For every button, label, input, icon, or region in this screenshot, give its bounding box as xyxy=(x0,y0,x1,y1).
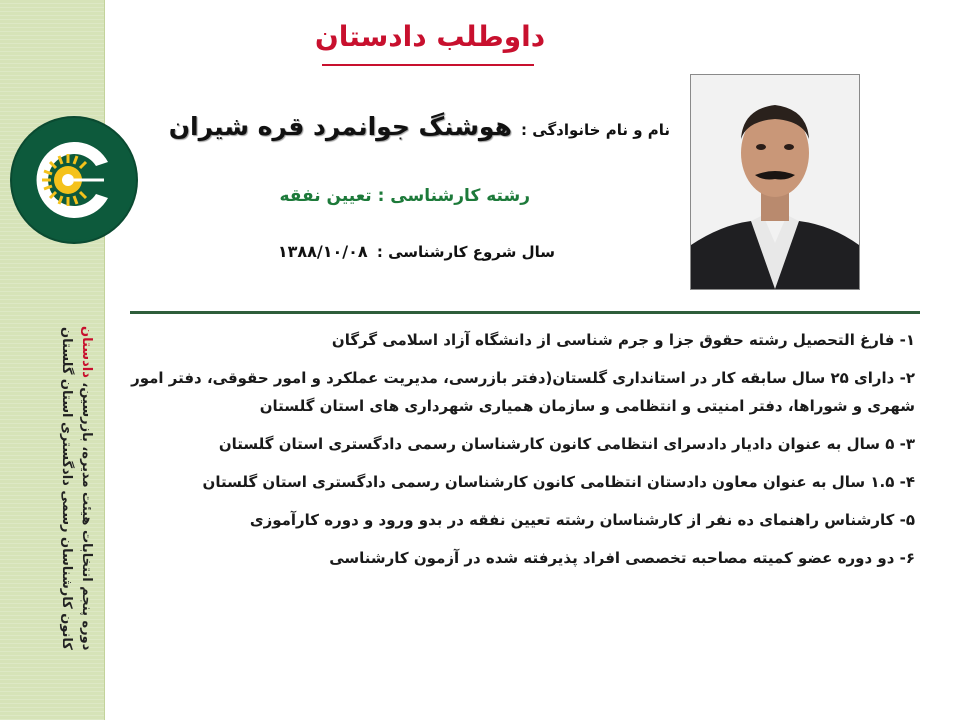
title-underline xyxy=(322,64,534,66)
list-item: ۵- کارشناس راهنمای ده نفر از کارشناسان رشته تعیین نفقه در بدو ورود و دوره کارآموزی xyxy=(249,511,915,529)
start-year-label: سال شروع کارشناسی : xyxy=(376,243,555,261)
sidebar-highlight: دادستان xyxy=(79,325,94,378)
list-item: ۱- فارغ التحصیل رشته حقوق جزا و جرم شناسی از دانشگاه آزاد اسلامی گرگان xyxy=(331,331,915,349)
sidebar-line2: کانون کارشناسان رسمی دادگستری استان گلستان xyxy=(59,327,74,650)
sidebar-line1: دوره پنجم انتخابات هیئت مدیره، بازرسین، دادستان xyxy=(79,325,94,650)
name-label: نام و نام خانوادگی : xyxy=(521,121,670,139)
list-item: ۶- دو دوره عضو کمیته مصاحبه تخصصی افراد پذیرفته شده در آزمون کارشناسی xyxy=(329,549,915,567)
page-title: داوطلب دادستان xyxy=(314,20,546,53)
experience-list xyxy=(125,326,915,582)
list-item: ۴- ۱.۵ سال به عنوان معاون دادستان انتظامی کانون کارشناسان رسمی دادگستری استان گلستان xyxy=(202,473,915,491)
list-item: ۲- دارای ۲۵ سال سابقه کار در استانداری گلستان(دفتر بازرسی، مدیریت عملکرد و امور حقوقی، دفتر امور شهری و شوراها، دفتر امنیتی و انتظامی و سازمان همیاری شهرداری های استان گلستان xyxy=(131,369,915,415)
expertise-field: رشته کارشناسی : تعیین نفقه xyxy=(279,186,530,206)
start-year-row xyxy=(278,242,555,261)
sidebar xyxy=(0,0,105,720)
start-year-value: ۱۳۸۸/۱۰/۰۸ xyxy=(277,242,368,261)
candidate-name-row xyxy=(169,112,670,141)
section-divider xyxy=(130,311,920,314)
candidate-photo xyxy=(690,74,860,290)
kanoon-logo-icon xyxy=(12,118,136,242)
candidate-name: هوشنگ جوانمرد قره شیران xyxy=(168,112,512,141)
sidebar-caption xyxy=(16,270,96,650)
list-item: ۳- ۵ سال به عنوان دادیار دادسرای انتظامی کانون کارشناسان رسمی دادگستری استان گلستان xyxy=(218,435,915,453)
